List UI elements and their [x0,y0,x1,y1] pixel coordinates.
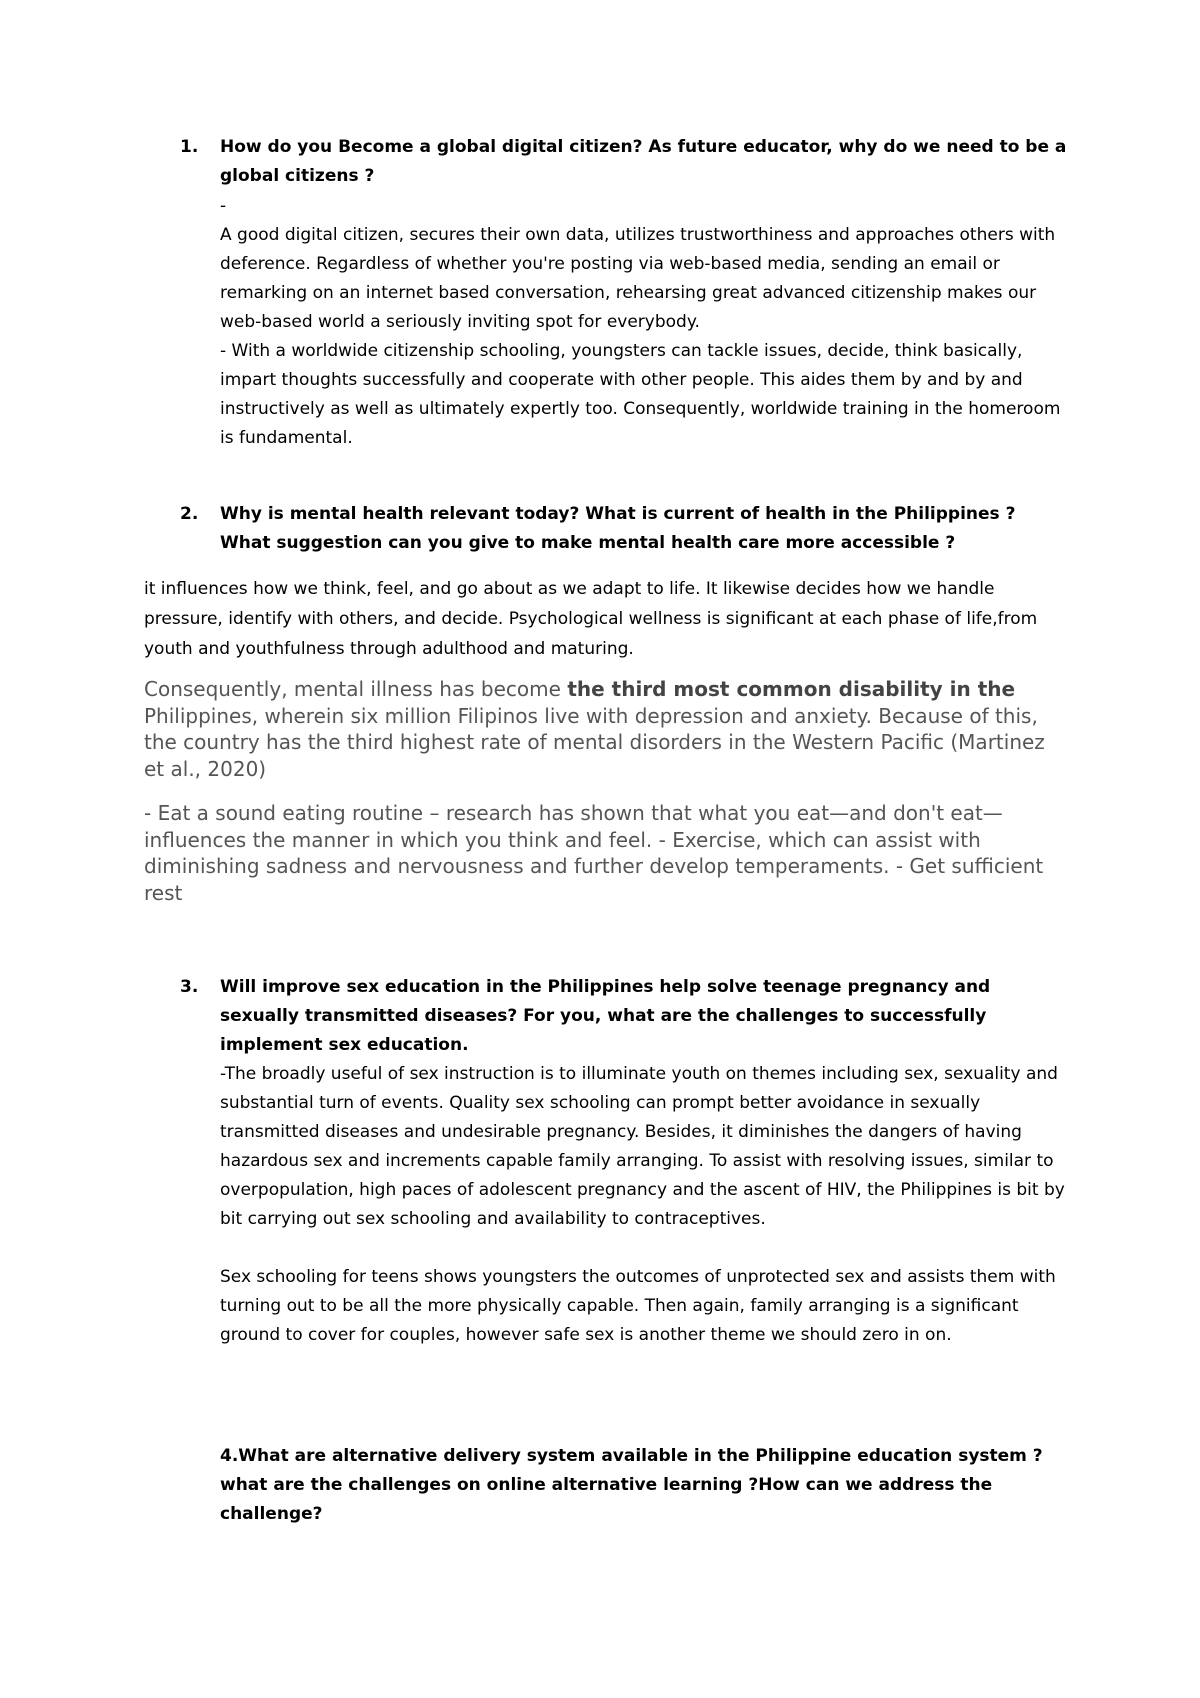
answer-2-quote-pre: Consequently, mental illness has become [144,677,568,701]
answer-1-paragraph-a: A good digital citizen, secures their own data, utilizes trustworthiness and approaches others with deference. Regardless of whether you're posting via web-based media, sending an email or remarking on an internet based conversation, rehearsing great advanced citizenship makes our web-based world a seriously inviting spot for everybody. [220,225,1056,332]
answer-2-suggestions: - Eat a sound eating routine – research has shown that what you eat—and don't eat—influences the manner in which you think and feel. - Exercise, which can assist with diminishing sadness and nervousness and further develop temperaments. - Get sufficient rest [144,801,1044,905]
question-2-text: Why is mental health relevant today? What is current of health in the Philippines ? What suggestion can you give to make mental health care more accessible ? [220,504,1016,553]
answer-1-dash: - [220,196,227,216]
question-3-text: Will improve sex education in the Philippines help solve teenage pregnancy and sexually transmitted diseases? For you, what are the challenges to successfully implement sex education. [220,977,991,1055]
question-1-number: 1. [180,137,199,157]
question-2-number: 2. [180,504,199,524]
answer-2-quote-bold: the third most common disability in the [567,677,1016,701]
answer-2-quote [144,676,1064,782]
answer-3-paragraph-a: -The broadly useful of sex instruction is to illuminate youth on themes including sex, sexuality and substantial turn of events. Quality sex schooling can prompt better avoidance in sexually transmitted diseases and undesirable pregnancy. Besides, it diminishes the dangers of having hazardous sex and increments capable family arranging. To assist with resolving issues, similar to overpopulation, high paces of adolescent pregnancy and the ascent of HIV, the Philippines is bit by bit carrying out sex schooling and availability to contraceptives. [220,1064,1065,1229]
question-1 [180,133,1070,191]
question-3-number: 3. [180,977,199,997]
answer-3-paragraph-b: Sex schooling for teens shows youngsters the outcomes of unprotected sex and assists them with turning out to be all the more physically capable. Then again, family arranging is a significant ground to cover for couples, however safe sex is another theme we should zero in on. [220,1267,1056,1345]
question-1-text: How do you Become a global digital citizen? As future educator, why do we need to be a global citizens ? [220,137,1067,186]
answer-1-paragraph-b: - With a worldwide citizenship schooling, youngsters can tackle issues, decide, think basically, impart thoughts successfully and cooperate with other people. This aides them by and by and instructively as well as ultimately expertly too. Consequently, worldwide training in the homeroom is fundamental. [220,341,1061,448]
answer-2-quote-post: Philippines, wherein six million Filipinos live with depression and anxiety. Because of this, the country has the third highest rate of mental disorders in the Western Pacific (Martinez et al., 2020) [144,703,1045,781]
answer-2-paragraph: it influences how we think, feel, and go about as we adapt to life. It likewise decides how we handle pressure, identify with others, and decide. Psychological wellness is significant at each phase of life,from youth and youthfulness through adulthood and maturing. [144,579,1038,659]
question-4: 4.What are alternative delivery system available in the Philippine education system ?what are the challenges on online alternative learning ?How can we address the challenge? [220,1446,1043,1524]
answer-3-spacer [220,1234,1070,1263]
answer-3 [220,1060,1070,1350]
answer-1 [220,192,1070,453]
question-2 [180,500,1070,558]
question-3 [180,973,1070,1060]
